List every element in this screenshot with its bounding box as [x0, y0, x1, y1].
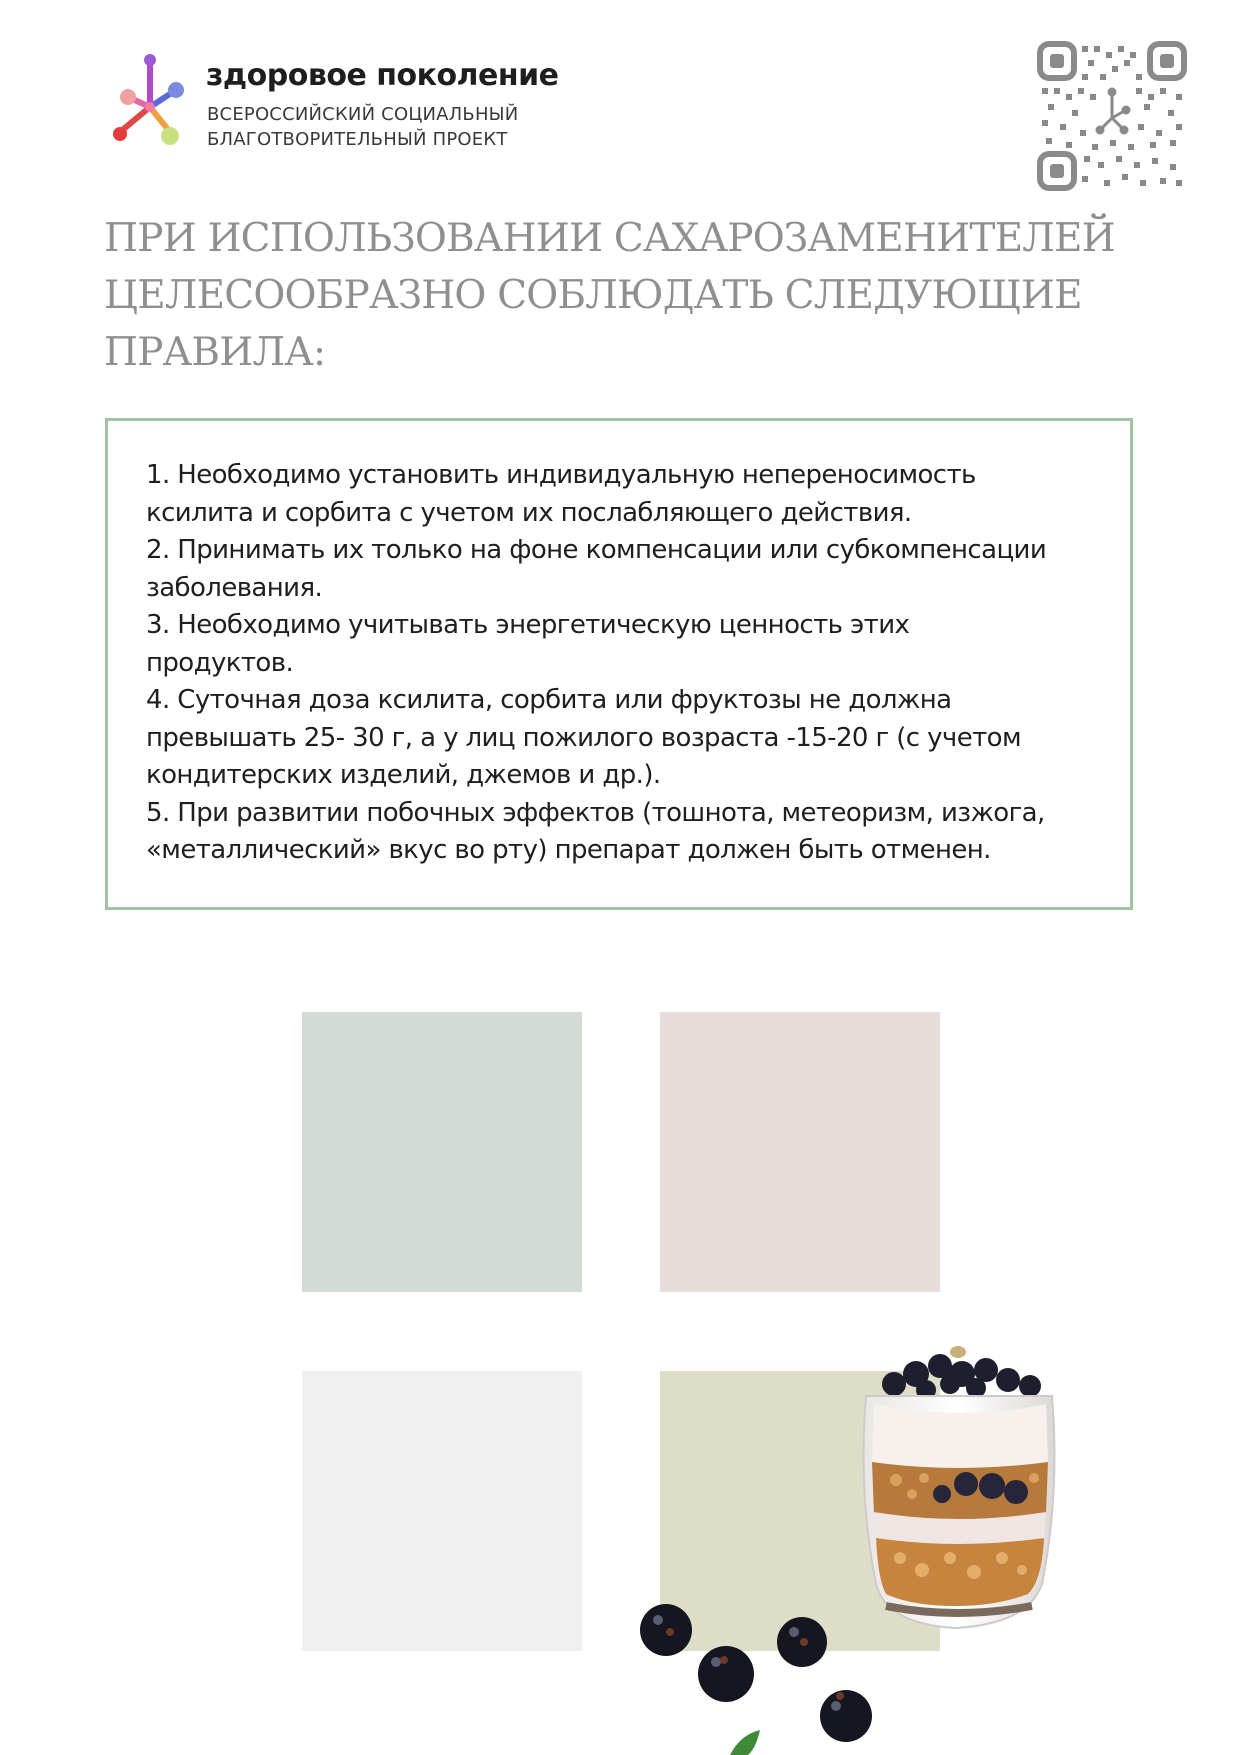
rule-line: «металлический» вкус во рту) препарат должен быть отменен.	[146, 835, 991, 865]
rules-list	[146, 457, 1131, 870]
rules-box	[105, 418, 1133, 910]
rule-line: заболевания.	[146, 572, 323, 603]
page-title-line: ПРАВИЛА:	[104, 330, 326, 375]
rule-line: 2. Принимать их только на фоне компенсации или субкомпенсации	[146, 535, 1047, 565]
rule-line: продуктов.	[146, 647, 294, 678]
page-title-line: ЦЕЛЕСООБРАЗНО СОБЛЮДАТЬ СЛЕДУЮЩИЕ	[104, 273, 1082, 318]
brand-subtitle-line1: ВСЕРОССИЙСКИЙ СОЦИАЛЬНЫЙ	[207, 104, 519, 125]
brand-subtitle-line2: БЛАГОТВОРИТЕЛЬНЫЙ ПРОЕКТ	[207, 129, 508, 150]
rule-line: 1. Необходимо установить индивидуальную непереносимость	[146, 460, 976, 490]
rule-line: превышать 25- 30 г, а у лиц пожилого возраста -15-20 г (с учетом	[146, 722, 1021, 753]
brand-name: здоровое поколение	[206, 58, 559, 93]
rule-line: 5. При развитии побочных эффектов (тошнота, метеоризм, изжога,	[146, 797, 1045, 828]
rule-line: 4. Суточная доза ксилита, сорбита или фруктозы не должна	[146, 685, 952, 715]
swatch-gray	[302, 1371, 582, 1651]
rule-line: 3. Необходимо учитывать энергетическую ценность этих	[146, 610, 910, 640]
page-title	[104, 210, 1144, 381]
swatch-green	[302, 1012, 582, 1292]
swatch-pink	[660, 1012, 940, 1292]
qr-code-icon[interactable]	[1036, 40, 1188, 192]
blackcurrant-photo	[630, 1590, 890, 1755]
page-title-line: ПРИ ИСПОЛЬЗОВАНИИ САХАРОЗАМЕНИТЕЛЕЙ	[104, 216, 1115, 261]
molecule-logo-icon	[110, 52, 190, 152]
rule-line: кондитерских изделий, джемов и др.).	[146, 760, 661, 790]
rule-line: ксилита и сорбита с учетом их послабляющего действия.	[146, 497, 912, 528]
